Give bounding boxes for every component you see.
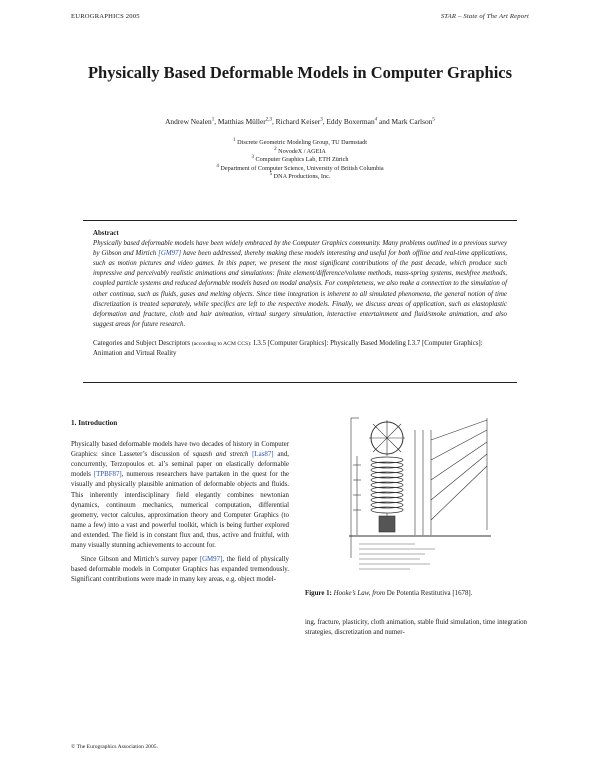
running-header-left: EUROGRAPHICS 2005: [71, 13, 140, 20]
abstract-heading: Abstract: [93, 230, 119, 237]
affiliation-mark: 5: [269, 172, 273, 178]
affiliation-text: Department of Computer Science, University of British Columbia: [220, 164, 384, 172]
author-name: Andrew Nealen: [165, 117, 212, 126]
author-affiliation-mark: 2,3: [265, 117, 272, 123]
affiliation-list: [0, 139, 600, 182]
paragraph-text: Since Gibson and Mirtich’s survey paper: [81, 556, 200, 564]
introduction-section: [71, 418, 289, 585]
author-list: Andrew Nealen$^1$, Matthias Müller$^{2,3}$, Richard Keiser$^3$, Eddy Boxerman$^4$ and Mark Carlson$^5$: [165, 117, 435, 126]
figure-label: Figure 1:: [305, 590, 332, 597]
ccs-descriptors: [93, 339, 507, 359]
paragraph: [71, 440, 289, 551]
citation-link[interactable]: [TPBF87]: [93, 471, 122, 479]
citation-link[interactable]: [Las87]: [252, 451, 274, 459]
ccs-label: Categories and Subject Descriptors: [93, 340, 191, 347]
author-name: Eddy Boxerman: [326, 117, 375, 126]
emphasis-text: squash and stretch: [192, 451, 249, 459]
affiliation-text: Computer Graphics Lab, ETH Zürich: [255, 156, 349, 164]
affiliation: [0, 156, 600, 165]
citation-link[interactable]: [GM97]: [199, 556, 223, 564]
affiliation: [0, 148, 600, 157]
affiliation-mark: 4: [216, 163, 219, 169]
affiliation: [0, 173, 600, 182]
author-name: Richard Keiser: [275, 117, 321, 126]
citation-link[interactable]: [GM97]: [158, 250, 182, 258]
author-affiliation-mark: 1: [211, 117, 215, 123]
copyright-icon: ©: [71, 744, 76, 750]
section-heading: 1. Introduction: [71, 419, 118, 427]
paper-title: Physically Based Deformable Models in Computer Graphics: [87, 63, 513, 82]
author-name: Matthias Müller: [217, 117, 266, 126]
hookes-law-engraving: [345, 410, 495, 580]
abstract-text-part: Physically based deformable models have been widely embraced by the Computer Graphics community. Many problems outlined in a previous survey by Gibson and Mirtich: [93, 240, 507, 258]
caption-emphasis: Hooke’s Law, from: [333, 590, 385, 597]
author-affiliation-mark: 5: [432, 117, 435, 123]
affiliation-mark: 1: [233, 137, 236, 143]
abstract-text: [93, 240, 507, 328]
copyright-notice: [71, 744, 158, 750]
affiliation: [0, 139, 600, 148]
affiliation-text: Discrete Geometric Modeling Group, TU Darmstadt: [237, 139, 367, 146]
ccs-text: I.3.5 [Computer Graphics]: Physically Based Modeling I.3.7 [Computer Graphics]: Animation and Virtual Reality: [93, 340, 483, 358]
abstract-top-rule: [83, 220, 517, 221]
running-header-right: STAR – State of The Art Report: [440, 13, 529, 20]
caption-text: De Potentia Restitutiva [1678].: [384, 590, 473, 597]
paragraph-text: , numerous researchers have partaken in the quest for the visually and physically plausible animation of deformable objects and fluids. This inherently interdisciplinary field elegantly combines newtonian dynamics, continuum mechanics, numerical computation, differential geometry, vector calculus, approximation theory and Computer Graphics (to name a few) into a vast and powerful toolkit, which is being further explored and extended. The field is in constant flux and, thus, active and fruitful, with many visually stunning achievements to account for.: [71, 471, 289, 550]
paragraph-text: , the field of physically based deformable models in Computer Graphics has expanded tremendously. Significant contributions were made in many key areas, e.g. object model-: [71, 556, 289, 584]
paragraph: [71, 555, 289, 585]
abstract-bottom-rule: [83, 382, 517, 383]
affiliation-text: NovodeX / AGEIA: [278, 147, 326, 155]
affiliation-text: DNA Productions, Inc.: [273, 173, 331, 181]
author-name: Mark Carlson: [391, 117, 433, 126]
copyright-text: The Eurographics Association 2005.: [76, 744, 158, 750]
affiliation-mark: 2: [274, 146, 277, 152]
right-column-text: ing, fracture, plasticity, cloth animation, stable fluid simulation, time integration strategies, discretization and numer-: [305, 619, 527, 637]
author-affiliation-mark: 3: [320, 117, 323, 123]
abstract-text-part: have been addressed, thereby making these models interesting and useful for both offline and real-time applications, such as motion pictures and video games. In this paper, we present the most significant contributions of the past decade, which produce such impressive and perceivably realistic animations and simulations: finite element/difference/volume methods, mass-spring systems, meshfree methods, coupled particle systems and reduced deformable models based on modal analysis. For completeness, we also make a connection to the simulation of other continua, such as fluids, gases and melting objects. Since time integration is inherent to all simulated phenomena, the general notion of time discretization is treated separately, while specifics are left to the respective models. Finally, we discuss areas of application, such as elastoplastic deformation and fracture, cloth and hair animation, virtual surgery simulation, interactive entertainment and fluid/smoke animation, and also suggest areas for future research.: [93, 250, 507, 328]
author-affiliation-mark: 4: [374, 117, 378, 123]
affiliation-mark: 3: [251, 155, 254, 161]
ccs-label-note: (according to ACM CCS):: [191, 341, 252, 347]
paragraph-text: and, concurrently, Terzopoulos et. al’s seminal paper on elastically deformable models: [71, 451, 289, 479]
engraving-illustration: [345, 410, 495, 580]
paragraph-text: Physically based deformable models have two decades of history in Computer Graphics: since Lasseter’s discussion of: [71, 441, 289, 459]
abstract: [93, 229, 507, 330]
figure-caption: [305, 590, 527, 597]
